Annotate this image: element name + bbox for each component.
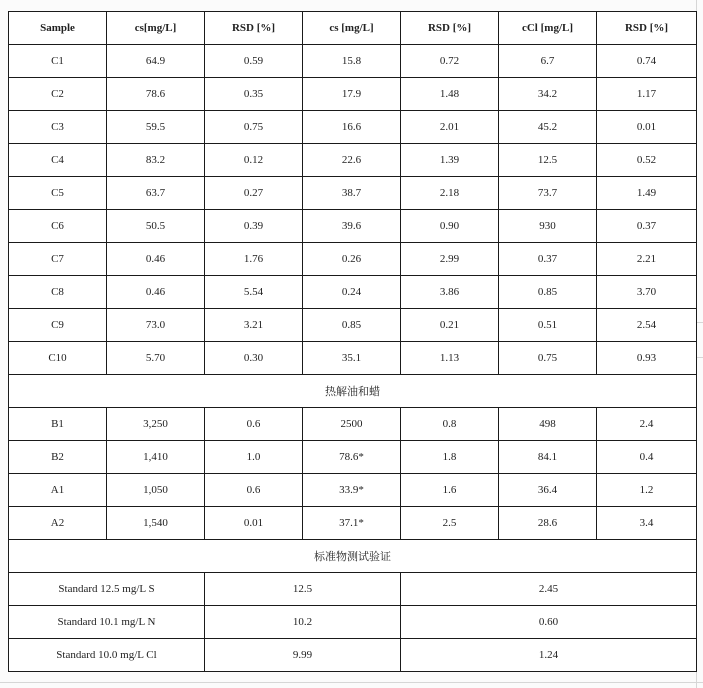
cell: 1.24	[401, 639, 697, 672]
cell: 59.5	[107, 111, 205, 144]
cell: 0.27	[205, 177, 303, 210]
cell-sample: C5	[9, 177, 107, 210]
cell: 17.9	[303, 78, 401, 111]
standard-row	[9, 573, 697, 606]
cell: 0.37	[597, 210, 697, 243]
cell: 0.46	[107, 276, 205, 309]
cell: 2.99	[401, 243, 499, 276]
cell: 83.2	[107, 144, 205, 177]
table-row	[9, 210, 697, 243]
cell-standard-name: Standard 10.0 mg/L Cl	[9, 639, 205, 672]
cell: 1.49	[597, 177, 697, 210]
cell: 28.6	[499, 507, 597, 540]
table-row	[9, 408, 697, 441]
cell: 35.1	[303, 342, 401, 375]
background-rule	[696, 322, 703, 323]
cell: 0.12	[205, 144, 303, 177]
cell: 3,250	[107, 408, 205, 441]
cell: 34.2	[499, 78, 597, 111]
cell: 0.93	[597, 342, 697, 375]
background-rule	[0, 682, 703, 683]
standard-row	[9, 639, 697, 672]
cell: 3.21	[205, 309, 303, 342]
cell-sample: B2	[9, 441, 107, 474]
header-rsd-1: RSD [%]	[205, 12, 303, 45]
cell: 73.7	[499, 177, 597, 210]
background-rule	[696, 357, 703, 358]
cell: 1.39	[401, 144, 499, 177]
cell-sample: C4	[9, 144, 107, 177]
cell: 6.7	[499, 45, 597, 78]
cell: 0.85	[303, 309, 401, 342]
table-row	[9, 309, 697, 342]
cell: 1.17	[597, 78, 697, 111]
cell: 0.59	[205, 45, 303, 78]
cell: 5.70	[107, 342, 205, 375]
section-title-standards: 标准物测试验证	[9, 540, 697, 573]
cell: 0.8	[401, 408, 499, 441]
cell-sample: C2	[9, 78, 107, 111]
header-row	[9, 12, 697, 45]
cell: 84.1	[499, 441, 597, 474]
header-rsd-3: RSD [%]	[597, 12, 697, 45]
cell: 1.8	[401, 441, 499, 474]
table-row	[9, 177, 697, 210]
cell: 1.76	[205, 243, 303, 276]
header-sample: Sample	[9, 12, 107, 45]
cell: 37.1*	[303, 507, 401, 540]
table-row	[9, 441, 697, 474]
table-row	[9, 45, 697, 78]
cell: 1.6	[401, 474, 499, 507]
cell: 38.7	[303, 177, 401, 210]
cell: 2.5	[401, 507, 499, 540]
cell: 22.6	[303, 144, 401, 177]
cell-sample: A1	[9, 474, 107, 507]
table-row	[9, 474, 697, 507]
cell: 50.5	[107, 210, 205, 243]
header-cs-concentration: cs[mg/L]	[107, 12, 205, 45]
cell-sample: C3	[9, 111, 107, 144]
cell: 2.54	[597, 309, 697, 342]
cell: 0.75	[205, 111, 303, 144]
cell: 16.6	[303, 111, 401, 144]
cell: 0.01	[597, 111, 697, 144]
cell: 2.4	[597, 408, 697, 441]
cell-sample: C6	[9, 210, 107, 243]
cell: 1.13	[401, 342, 499, 375]
cell: 2.18	[401, 177, 499, 210]
cell: 1.0	[205, 441, 303, 474]
cell: 64.9	[107, 45, 205, 78]
cell: 0.85	[499, 276, 597, 309]
cell: 0.01	[205, 507, 303, 540]
cell: 2500	[303, 408, 401, 441]
cell: 0.52	[597, 144, 697, 177]
cell-sample: B1	[9, 408, 107, 441]
cell: 1,410	[107, 441, 205, 474]
cell-sample: C1	[9, 45, 107, 78]
table-row	[9, 78, 697, 111]
section-row-standards	[9, 540, 697, 573]
cell-standard-name: Standard 12.5 mg/L S	[9, 573, 205, 606]
cell: 0.6	[205, 474, 303, 507]
cell: 3.70	[597, 276, 697, 309]
cell-sample: C10	[9, 342, 107, 375]
cell: 0.72	[401, 45, 499, 78]
cell: 0.35	[205, 78, 303, 111]
cell: 9.99	[205, 639, 401, 672]
cell: 3.4	[597, 507, 697, 540]
cell: 3.86	[401, 276, 499, 309]
table-row	[9, 342, 697, 375]
cell: 45.2	[499, 111, 597, 144]
header-rsd-2: RSD [%]	[401, 12, 499, 45]
cell: 12.5	[205, 573, 401, 606]
cell: 78.6*	[303, 441, 401, 474]
cell: 63.7	[107, 177, 205, 210]
cell: 73.0	[107, 309, 205, 342]
cell: 0.26	[303, 243, 401, 276]
table-row	[9, 507, 697, 540]
section-title-pyrolysis: 热解油和蜡	[9, 375, 697, 408]
cell: 0.4	[597, 441, 697, 474]
cell-sample: A2	[9, 507, 107, 540]
cell: 12.5	[499, 144, 597, 177]
cell: 2.21	[597, 243, 697, 276]
section-row-pyrolysis	[9, 375, 697, 408]
header-cs2-concentration: cs [mg/L]	[303, 12, 401, 45]
cell: 0.6	[205, 408, 303, 441]
cell: 0.21	[401, 309, 499, 342]
cell-sample: C9	[9, 309, 107, 342]
cell: 2.01	[401, 111, 499, 144]
cell-sample: C7	[9, 243, 107, 276]
cell: 0.74	[597, 45, 697, 78]
cell-standard-name: Standard 10.1 mg/L N	[9, 606, 205, 639]
cell: 2.45	[401, 573, 697, 606]
cell: 498	[499, 408, 597, 441]
cell: 33.9*	[303, 474, 401, 507]
cell: 0.60	[401, 606, 697, 639]
cell: 1.2	[597, 474, 697, 507]
cell-sample: C8	[9, 276, 107, 309]
cell: 0.90	[401, 210, 499, 243]
table-row	[9, 276, 697, 309]
cell: 0.75	[499, 342, 597, 375]
header-ccl-concentration: cCl [mg/L]	[499, 12, 597, 45]
cell: 0.51	[499, 309, 597, 342]
cell: 0.39	[205, 210, 303, 243]
cell: 5.54	[205, 276, 303, 309]
cell: 0.30	[205, 342, 303, 375]
cell: 1,050	[107, 474, 205, 507]
cell: 0.46	[107, 243, 205, 276]
cell: 0.37	[499, 243, 597, 276]
cell: 10.2	[205, 606, 401, 639]
cell: 36.4	[499, 474, 597, 507]
cell: 1,540	[107, 507, 205, 540]
table-row	[9, 243, 697, 276]
cell: 15.8	[303, 45, 401, 78]
standard-row	[9, 606, 697, 639]
table-row	[9, 111, 697, 144]
cell: 39.6	[303, 210, 401, 243]
cell: 930	[499, 210, 597, 243]
cell: 78.6	[107, 78, 205, 111]
results-table	[8, 11, 697, 672]
cell: 1.48	[401, 78, 499, 111]
table-row	[9, 144, 697, 177]
cell: 0.24	[303, 276, 401, 309]
